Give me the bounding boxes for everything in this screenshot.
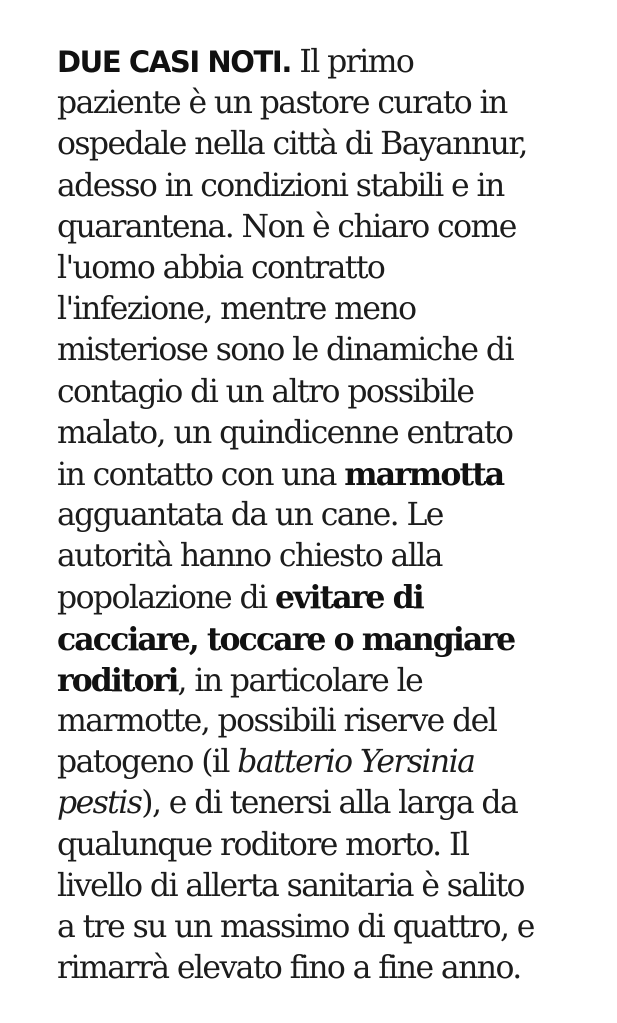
text-line bbox=[57, 783, 605, 824]
text-line bbox=[57, 42, 605, 83]
text-run: in contatto con una bbox=[57, 456, 345, 493]
text-line: l'infezione, mentre meno bbox=[57, 291, 416, 328]
bold-text: evitare di bbox=[274, 579, 423, 617]
text-line: agguantata da un cane. Le bbox=[57, 497, 443, 534]
text-line: misteriose sono le dinamiche di bbox=[57, 332, 513, 369]
text-line: livello di allerta sanitaria è salito bbox=[57, 867, 524, 904]
text-run: popolazione di bbox=[57, 580, 275, 617]
text-run: Il primo bbox=[290, 44, 414, 80]
text-line: a tre su un massimo di quattro, e bbox=[57, 908, 534, 945]
italic-text: batterio Yersinia bbox=[237, 744, 475, 781]
text-run: , in particolare le bbox=[177, 662, 423, 699]
text-line: autorità hanno chiesto alla bbox=[57, 538, 442, 575]
article-paragraph bbox=[57, 42, 605, 989]
text-line: marmotte, possibili riserve del bbox=[57, 703, 497, 739]
text-line: rimarrà elevato fino a fine anno. bbox=[57, 950, 521, 987]
section-kicker: DUE CASI NOTI. bbox=[57, 45, 291, 79]
text-line bbox=[57, 454, 605, 495]
text-line: paziente è un pastore curato in bbox=[57, 85, 507, 122]
text-line: malato, un quindicenne entrato bbox=[57, 414, 513, 451]
italic-text: pestis bbox=[57, 785, 142, 822]
text-run: patogeno (il bbox=[57, 744, 238, 781]
text-line: adesso in condizioni stabili e in bbox=[57, 167, 504, 204]
bold-text: roditori bbox=[57, 661, 178, 699]
text-line: ospedale nella città di Bayannur, bbox=[57, 126, 527, 163]
text-line bbox=[57, 577, 605, 618]
text-line: qualunque roditore morto. Il bbox=[57, 826, 469, 863]
text-run: ), e di tenersi alla larga da bbox=[141, 785, 518, 822]
text-line: quarantena. Non è chiaro come bbox=[57, 208, 516, 245]
bold-text: marmotta bbox=[344, 455, 504, 493]
text-line: l'uomo abbia contratto bbox=[57, 249, 385, 286]
text-line bbox=[57, 660, 605, 701]
text-line bbox=[57, 742, 605, 783]
text-line: contagio di un altro possibile bbox=[57, 373, 474, 410]
bold-text-line: cacciare, toccare o mangiare bbox=[57, 620, 515, 658]
